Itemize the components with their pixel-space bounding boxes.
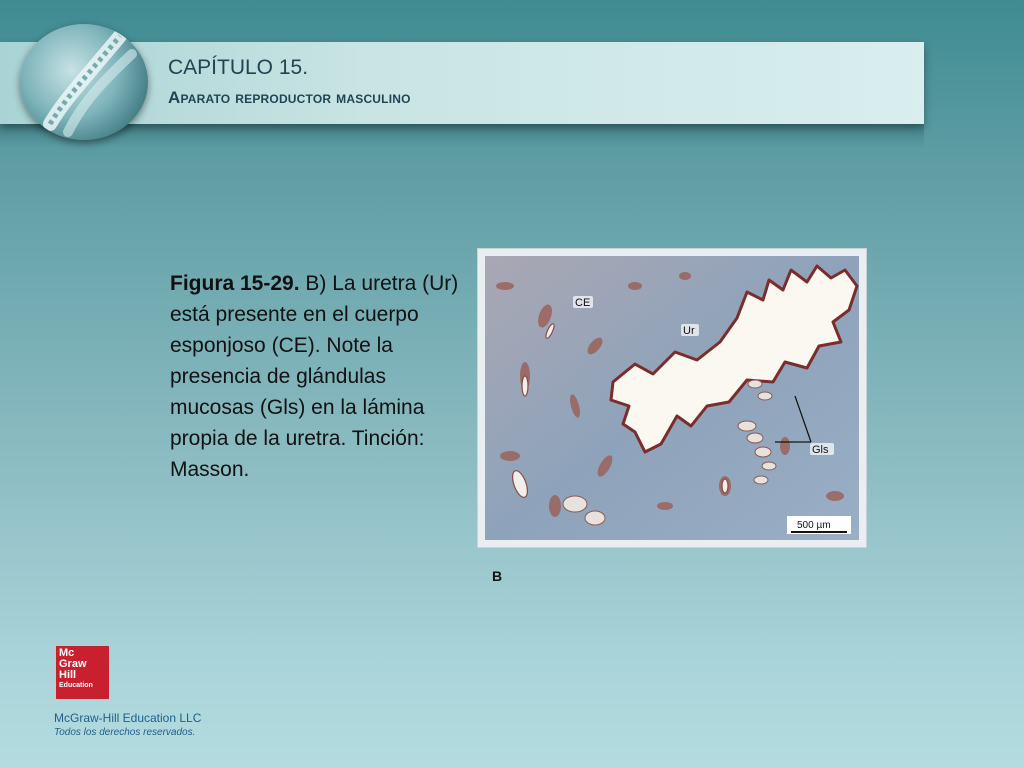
label-ce: CE <box>575 297 591 309</box>
panel-letter: B <box>492 568 503 584</box>
micrograph-frame <box>477 248 867 548</box>
chapter-subtitle: Aparato reproductor masculino <box>168 88 411 107</box>
mcgraw-hill-logo: Mc Graw Hill Education <box>56 646 109 699</box>
figure-caption-text: B) La uretra (Ur) está presente en el cuerpo esponjoso (CE). Note la presencia de glándulas mucosas (Gls) en la lámina propia de la uretra. Tinción: Masson. <box>170 272 459 481</box>
figure-caption <box>170 268 460 485</box>
micrograph-image <box>485 256 859 540</box>
label-gls: Gls <box>812 444 829 456</box>
header-shadow <box>0 124 924 148</box>
label-ur: Ur <box>683 325 695 337</box>
footer-rights: Todos los derechos reservados. <box>54 727 196 738</box>
chapter-title: CAPÍTULO 15. <box>168 56 309 79</box>
figure-label: Figura 15-29. <box>170 272 300 295</box>
scale-bar-label: 500 µm <box>797 520 831 531</box>
chromosome-orb-icon <box>20 24 148 140</box>
footer-company: McGraw-Hill Education LLC <box>54 711 202 725</box>
